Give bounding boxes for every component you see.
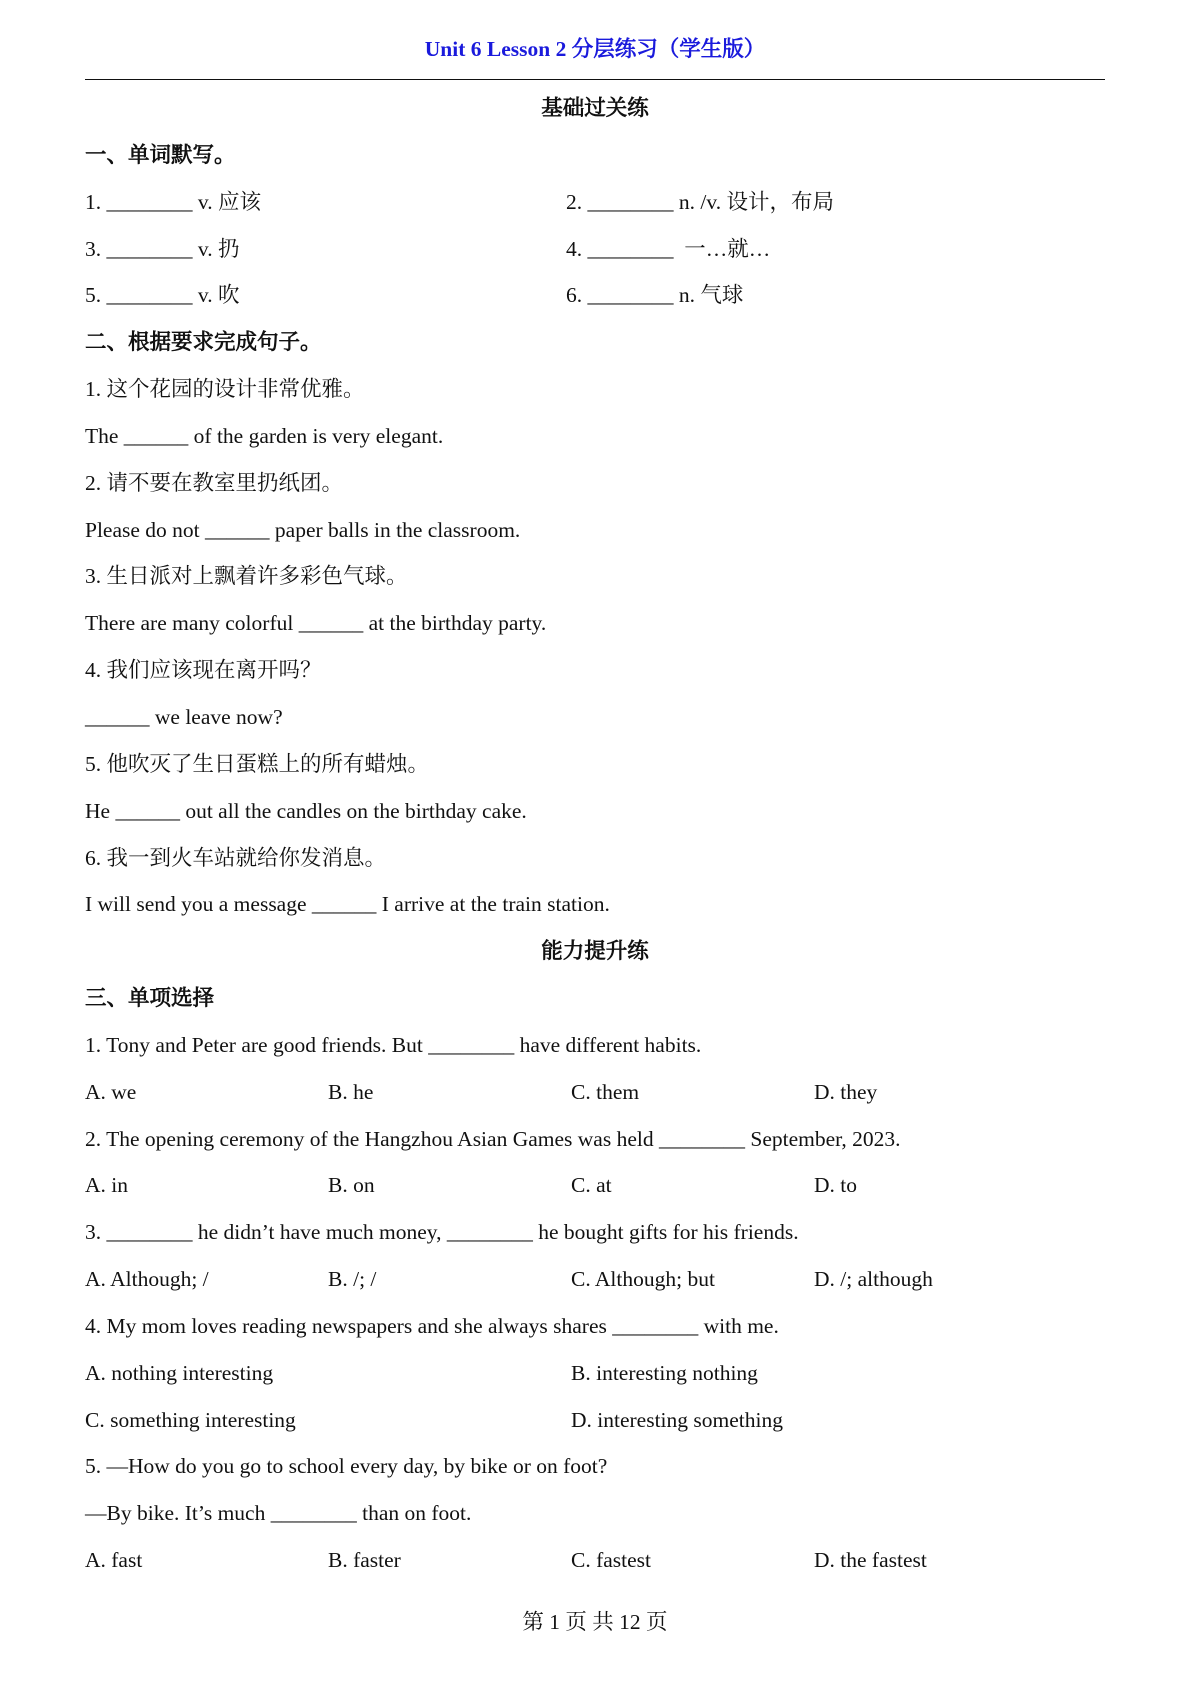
part1-heading: 一、单词默写。: [85, 142, 236, 167]
option: C. something interesting: [85, 1407, 296, 1432]
page-number: 第 1 页 共 12 页: [522, 1610, 668, 1634]
vocab-item: 5. ________ v. 吹: [85, 283, 240, 308]
sentence-en: The ______ of the garden is very elegant.: [85, 423, 444, 448]
option: D. to: [814, 1173, 857, 1198]
options-row: [85, 1162, 1105, 1209]
vocab-item: 3. ________ v. 扔: [85, 236, 240, 261]
options-row: [85, 1256, 1105, 1303]
part2-heading: 二、根据要求完成句子。: [85, 330, 322, 355]
vocab-item: 4. ________ 一…就…: [566, 236, 771, 261]
question-stem-reply: —By bike. It’s much ________ than on foot.: [85, 1501, 472, 1526]
vocab-item: 1. ________ v. 应该: [85, 189, 261, 214]
document-title: Unit 6 Lesson 2 分层练习（学生版）: [424, 37, 766, 61]
header-divider: [85, 79, 1105, 80]
sentence-cn: 6. 我一到火车站就给你发消息。: [85, 845, 387, 870]
sentence-cn: 4. 我们应该现在离开吗？: [85, 658, 322, 683]
option: D. /; although: [814, 1267, 933, 1292]
sentence-cn: 3. 生日派对上飘着许多彩色气球。: [85, 564, 408, 589]
option: A. we: [85, 1079, 137, 1104]
worksheet-body: [85, 85, 1105, 1584]
option: B. he: [328, 1079, 374, 1104]
sentence-cn: 5. 他吹灭了生日蛋糕上的所有蜡烛。: [85, 751, 430, 776]
option: D. interesting something: [571, 1407, 783, 1432]
options-row: [85, 1397, 1105, 1444]
question-stem: 1. Tony and Peter are good friends. But ________ have different habits.: [85, 1032, 702, 1057]
vocab-row: [85, 226, 1105, 273]
part3-heading: 三、单项选择: [85, 986, 215, 1011]
option: C. fastest: [571, 1548, 652, 1573]
option: B. /; /: [328, 1267, 377, 1292]
options-row: [85, 1069, 1105, 1116]
vocab-row: [85, 179, 1105, 226]
sentence-en: Please do not ______ paper balls in the classroom.: [85, 517, 521, 542]
option: C. them: [571, 1079, 640, 1104]
sentence-en: I will send you a message ______ I arrive at the train station.: [85, 892, 610, 917]
question-stem: 4. My mom loves reading newspapers and she always shares ________ with me.: [85, 1313, 779, 1338]
option: D. they: [814, 1079, 878, 1104]
option: A. in: [85, 1173, 128, 1198]
sentence-en: There are many colorful ______ at the birthday party.: [85, 611, 547, 636]
vocab-row: [85, 272, 1105, 319]
option: D. the fastest: [814, 1548, 927, 1573]
section-basic-heading: 基础过关练: [541, 96, 649, 120]
option: B. on: [328, 1173, 375, 1198]
question-stem: 5. —How do you go to school every day, by bike or on foot?: [85, 1454, 608, 1479]
option: C. at: [571, 1173, 612, 1198]
sentence-en: He ______ out all the candles on the birthday cake.: [85, 798, 527, 823]
option: A. nothing interesting: [85, 1360, 274, 1385]
option: B. interesting nothing: [571, 1360, 758, 1385]
sentence-cn: 2. 请不要在教室里扔纸团。: [85, 470, 344, 495]
option: A. fast: [85, 1548, 143, 1573]
question-stem: 2. The opening ceremony of the Hangzhou Asian Games was held ________ September, 2023.: [85, 1126, 901, 1151]
options-row: [85, 1537, 1105, 1584]
section-advanced-heading: 能力提升练: [541, 939, 649, 964]
sentence-en: ______ we leave now?: [85, 704, 283, 729]
option: C. Although; but: [571, 1267, 715, 1292]
sentence-cn: 1. 这个花园的设计非常优雅。: [85, 377, 365, 402]
question-stem: 3. ________ he didn’t have much money, ________ he bought gifts for his friends.: [85, 1220, 799, 1245]
vocab-item: 2. ________ n. /v. 设计，布局: [566, 189, 834, 214]
vocab-item: 6. ________ n. 气球: [566, 283, 744, 308]
option: B. faster: [328, 1548, 401, 1573]
options-row: [85, 1350, 1105, 1397]
option: A. Although; /: [85, 1267, 209, 1292]
